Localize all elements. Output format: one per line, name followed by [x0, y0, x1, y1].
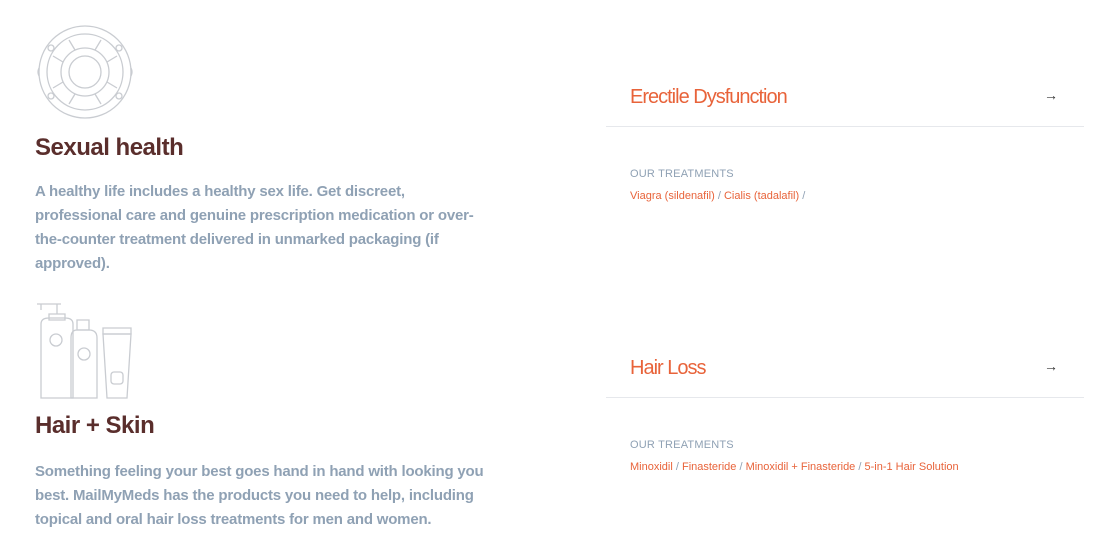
section-description: Something feeling your best goes hand in hand with looking you best. MailMyMeds has the products you need to help, including topical and oral hair loss treatments for men and women.	[35, 463, 484, 528]
treatment-link[interactable]: Cialis (tadalafil)	[723, 190, 800, 202]
skincare-bottles-icon	[35, 300, 495, 404]
category-erectile-dysfunction	[606, 84, 1084, 202]
category-title[interactable]: Erectile Dysfunction	[630, 86, 787, 108]
section-hair-skin	[35, 300, 495, 532]
arrow-right-icon[interactable]: →	[1044, 87, 1058, 103]
treatments-list: Viagra (sildenafil) / Cialis (tadalafil) /	[630, 190, 806, 202]
arrow-right-icon[interactable]: →	[1044, 358, 1058, 374]
content-column	[35, 0, 495, 551]
treatment-link[interactable]: Minoxidil + Finasteride	[745, 461, 856, 473]
category-hair-loss	[606, 355, 1084, 473]
lifebuoy-icon	[35, 24, 495, 124]
category-header[interactable]	[606, 84, 1084, 127]
section-title: Hair + Skin	[35, 412, 155, 439]
section-title: Sexual health	[35, 134, 184, 161]
treatment-link[interactable]: 5-in-1 Hair Solution	[864, 461, 959, 473]
treatment-link[interactable]: Viagra (sildenafil)	[630, 190, 715, 202]
treatments-label: OUR TREATMENTS	[630, 168, 734, 180]
treatments-label: OUR TREATMENTS	[630, 439, 734, 451]
treatment-link[interactable]: Finasteride	[681, 461, 737, 473]
section-description: A healthy life includes a healthy sex life. Get discreet, professional care and genuine prescription medication or over-the-counter treatment delivered in unmarked packaging (if approved).	[35, 183, 474, 272]
treatments-list: Minoxidil / Finasteride / Minoxidil + Finasteride / 5-in-1 Hair Solution	[630, 461, 959, 473]
section-sexual-health	[35, 24, 495, 276]
category-header[interactable]	[606, 355, 1084, 398]
category-title[interactable]: Hair Loss	[630, 357, 706, 379]
categories-column	[606, 0, 1084, 551]
treatment-link[interactable]: Minoxidil	[630, 461, 673, 473]
